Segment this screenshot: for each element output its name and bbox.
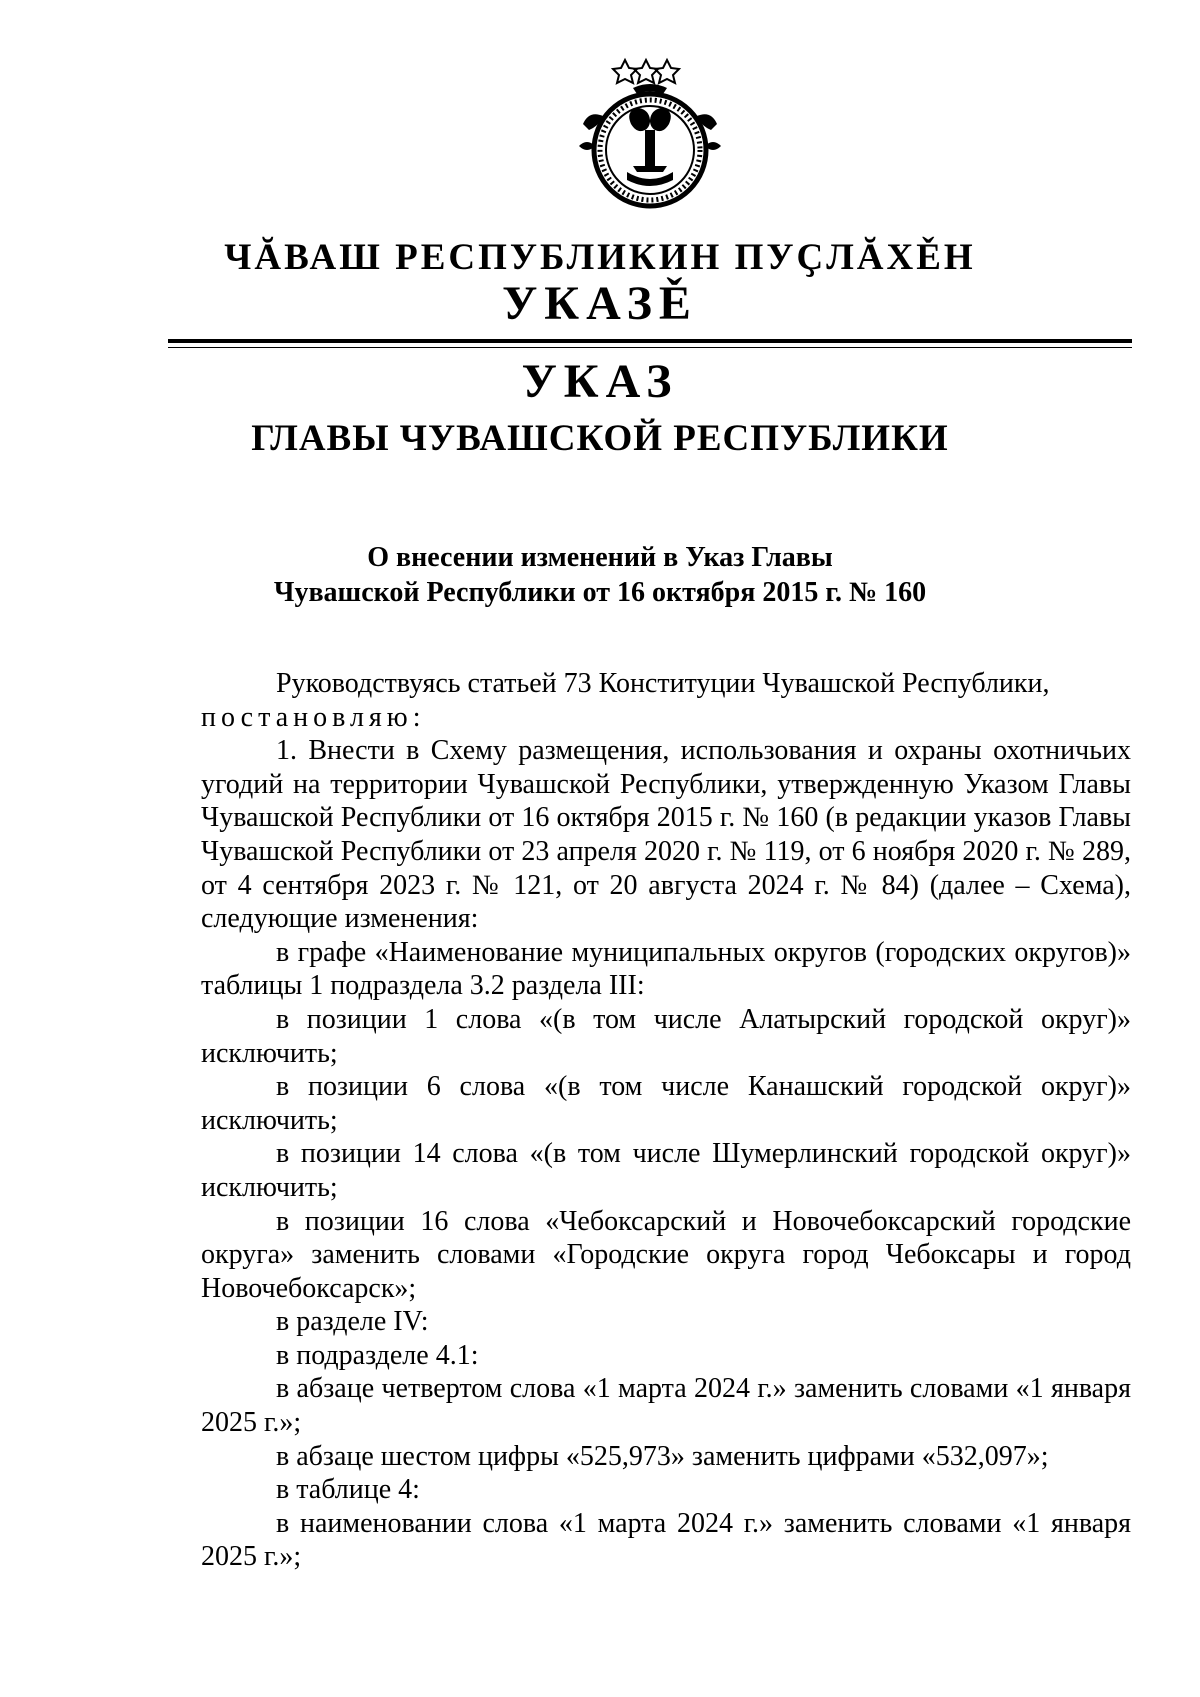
body-paragraph: в разделе IV: [276, 1306, 429, 1338]
body-paragraph: в наименовании слова «1 марта 2024 г.» заменить словами «1 января 2025 г.»; [201, 1507, 1131, 1573]
body-paragraph: в абзаце четвертом слова «1 марта 2024 г.» заменить словами «1 января 2025 г.»; [201, 1373, 1131, 1439]
body-paragraph: в позиции 16 слова «Чебоксарский и Новочебоксарский городские округа» заменить словами «Городские округа город Чебоксары и город Новочебоксарск»; [201, 1205, 1131, 1304]
subject-line-2: Чувашской Республики от 16 октября 2015 г. № 160 [273, 577, 927, 608]
decree-body [201, 667, 1131, 1574]
russian-decree-title: УКАЗ [521, 355, 679, 408]
body-paragraph-resolve: постановляю: [201, 701, 426, 733]
body-paragraph: 1. Внести в Схему размещения, использования и охраны охотничьих угодий на территории Чувашской Республики, утвержденную Указом Главы Чувашской Республики от 16 октября 2015 г. № 160 (в редакции указов Главы Чувашской Республики от 23 апреля 2020 г. № 119, от 6 ноября 2020 г. № 289, от 4 сентября 2023 г. № 121, от 20 августа 2024 г. № 84) (далее – Схема), следующие изменения: [201, 735, 1131, 935]
russian-header-line: ГЛАВЫ ЧУВАШСКОЙ РЕСПУБЛИКИ [251, 418, 949, 459]
chuvash-decree-title: УКАЗĚ [502, 277, 698, 330]
body-paragraph: в позиции 6 слова «(в том числе Канашский городской округ)» исключить; [201, 1071, 1131, 1136]
body-paragraph: в абзаце шестом цифры «525,973» заменить цифрами «532,097»; [276, 1440, 1049, 1472]
chuvash-header-line: ЧĂВАШ РЕСПУБЛИКИН ПУҪЛĂХĚН [224, 237, 976, 278]
subject-line-1: О внесении изменений в Указ Главы [367, 542, 833, 573]
body-paragraph: в графе «Наименование муниципальных округов (городских округов)» таблицы 1 подраздела 3.2 раздела III: [201, 936, 1131, 1002]
body-paragraph: в позиции 1 слова «(в том числе Алатырский городской округ)» исключить; [201, 1003, 1131, 1069]
body-paragraph: Руководствуясь статьей 73 Конституции Чувашской Республики, [276, 668, 1050, 699]
body-paragraph: в позиции 14 слова «(в том числе Шумерлинский городской округ)» исключить; [201, 1138, 1131, 1203]
decree-subject [0, 540, 1200, 610]
chuvashia-coat-of-arms-icon [569, 54, 731, 212]
body-paragraph: в подразделе 4.1: [276, 1339, 479, 1371]
header-divider-thick [168, 339, 1132, 343]
body-paragraph: в таблице 4: [276, 1474, 420, 1506]
header-divider-thin [168, 347, 1132, 348]
